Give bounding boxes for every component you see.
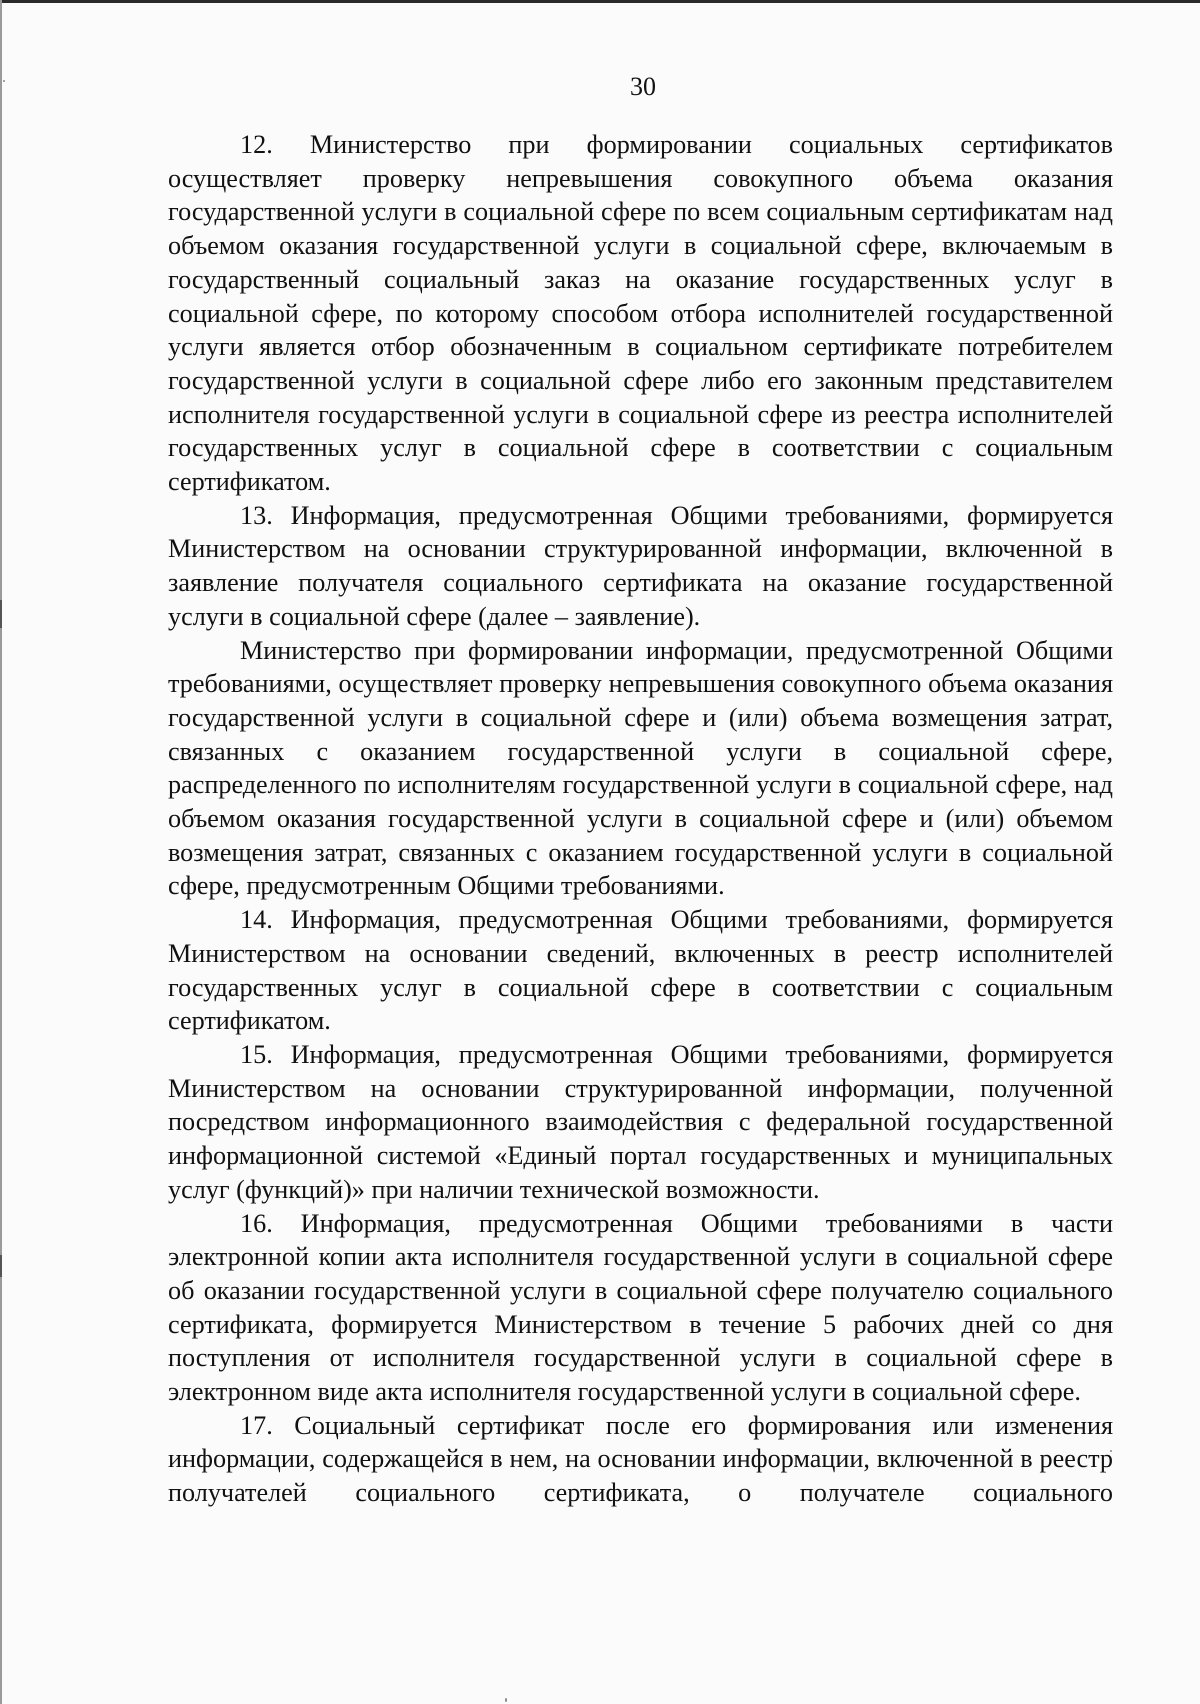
scan-left-edge (0, 0, 2, 1704)
paragraph-15: 15. Информация, предусмотренная Общими требованиями, формируется Министерством на основании структурированной информации, полученной посредством информационного взаимодействия с федеральной государственной информационной системой «Единый портал государственных и муниципальных услуг (функций)» при наличии технической возможности. (168, 1039, 1113, 1204)
scan-edge-mark (0, 1255, 2, 1277)
document-body (168, 128, 1113, 1510)
paragraph-14: 14. Информация, предусмотренная Общими требованиями, формируется Министерством на основании сведений, включенных в реестр исполнителей государственных услуг в социальной сфере в соответствии с социальным сертификатом. (168, 905, 1113, 1036)
scan-edge-mark (0, 600, 2, 628)
scan-speck (505, 1698, 507, 1702)
scan-top-edge (0, 0, 1200, 3)
paragraph-12: 12. Министерство при формировании социальных сертификатов осуществляет проверку непревышения совокупного объема оказания государственной услуги в социальной сфере по всем социальным сертификатам над объемом оказания государственной услуги в социальной сфере, включаемым в государственный социальный заказ на оказание государственных услуг в социальной сфере, по которому способом отбора исполнителей государственной услуги является отбор обозначенным в социальном сертификате потребителем государственной услуги в социальной сфере либо его законным представителем исполнителя государственной услуги в социальной сфере из реестра исполнителей государственных услуг в социальной сфере в соответствии с социальным сертификатом. (168, 130, 1113, 497)
paragraph-17: 17. Социальный сертификат после его формирования или изменения информации, содержащейся в нем, на основании информации, включенной в реестр получателей социального сертификата, о получателе социального (168, 1410, 1113, 1508)
paragraph-16: 16. Информация, предусмотренная Общими требованиями в части электронной копии акта исполнителя государственной услуги в социальной сфере об оказании государственной услуги в социальной сфере получателю социального сертификата, формируется Министерством в течение 5 рабочих дней со дня поступления от исполнителя государственной услуги в социальной сфере в электронном виде акта исполнителя государственной услуги в социальной сфере. (168, 1208, 1113, 1407)
page-number: 30 (630, 72, 656, 101)
paragraph-13: 13. Информация, предусмотренная Общими требованиями, формируется Министерством на основании структурированной информации, включенной в заявление получателя социального сертификата на оказание государственной услуги в социальной сфере (далее – заявление). (168, 500, 1113, 631)
paragraph-13-continuation: Министерство при формировании информации, предусмотренной Общими требованиями, осуществляет проверку непревышения совокупного объема оказания государственной услуги в социальной сфере и (или) объема возмещения затрат, связанных с оказанием государственной услуги в социальной сфере, распределенного по исполнителям государственной услуги в социальной сфере, над объемом оказания государственной услуги в социальной сфере и (или) объемом возмещения затрат, связанных с оказанием государственной услуги в социальной сфере, предусмотренным Общими требованиями. (168, 635, 1113, 901)
